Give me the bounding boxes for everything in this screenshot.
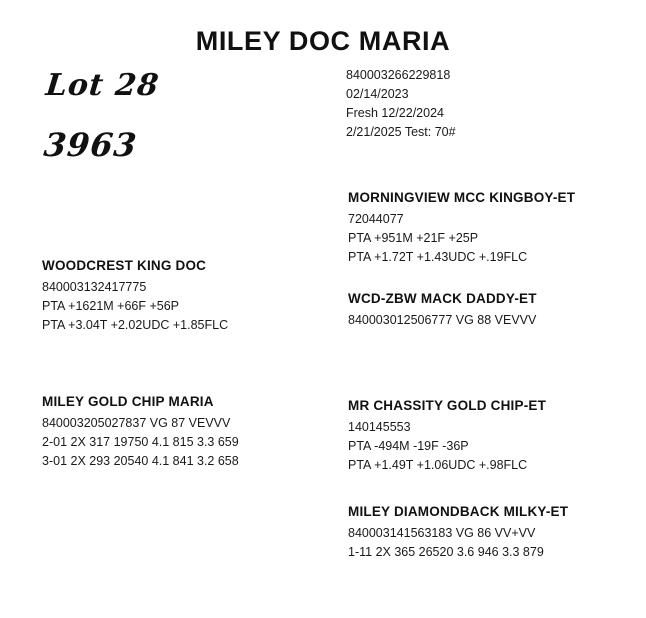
pedigree-block-header: MORNINGVIEW MCC KINGBOY-ET — [348, 190, 576, 205]
pedigree-line: 1-11 2X 365 26520 3.6 946 3.3 879 — [348, 545, 544, 559]
pedigree-line: PTA -494M -19F -36P — [348, 439, 469, 453]
pedigree-line: 840003132417775 — [42, 280, 147, 294]
pedigree-line: 3-01 2X 293 20540 4.1 841 3.2 658 — [42, 454, 239, 468]
pedigree-line: 840003012506777 VG 88 VEVVV — [348, 313, 537, 327]
pedigree-block-woodcrest-king-doc — [42, 258, 228, 335]
pedigree-line: PTA +951M +21F +25P — [348, 231, 479, 245]
pedigree-line: PTA +1.49T +1.06UDC +.98FLC — [348, 458, 528, 472]
pedigree-block-header: WCD-ZBW MACK DADDY-ET — [348, 291, 537, 306]
lot-number: 3963 — [42, 126, 140, 164]
pedigree-line: 2-01 2X 317 19750 4.1 815 3.3 659 — [42, 435, 239, 449]
pedigree-block-header: MILEY GOLD CHIP MARIA — [42, 394, 214, 409]
lot-label: Lot 28 — [44, 68, 161, 103]
pedigree-block-header: MR CHASSITY GOLD CHIP-ET — [348, 398, 547, 413]
pedigree-line: 140145553 — [348, 420, 411, 434]
pedigree-block-wcd-zbw-mack-daddy-et — [348, 291, 537, 330]
pedigree-line: PTA +1.72T +1.43UDC +.19FLC — [348, 250, 528, 264]
pedigree-line: PTA +1621M +66F +56P — [42, 299, 180, 313]
pedigree-block-miley-gold-chip-maria — [42, 394, 239, 471]
pedigree-block-mr-chassity-gold-chip-et — [348, 398, 546, 475]
identification-line: 840003266229818 — [346, 68, 451, 82]
pedigree-line: PTA +3.04T +2.02UDC +1.85FLC — [42, 318, 229, 332]
identification-line: Fresh 12/22/2024 — [346, 106, 444, 120]
animal-identification-block — [346, 66, 456, 142]
identification-line: 2/21/2025 Test: 70# — [346, 125, 456, 139]
page-title: MILEY DOC MARIA — [195, 26, 451, 56]
pedigree-block-header: MILEY DIAMONDBACK MILKY-ET — [348, 504, 569, 519]
pedigree-line: 840003141563183 VG 86 VV+VV — [348, 526, 536, 540]
pedigree-block-miley-diamondback-milky-et — [348, 504, 568, 562]
identification-line: 02/14/2023 — [346, 87, 409, 101]
pedigree-block-morningview-mcc-kingboy-et — [348, 190, 575, 267]
pedigree-line: 72044077 — [348, 212, 404, 226]
pedigree-block-header: WOODCREST KING DOC — [42, 258, 207, 273]
pedigree-line: 840003205027837 VG 87 VEVVV — [42, 416, 231, 430]
